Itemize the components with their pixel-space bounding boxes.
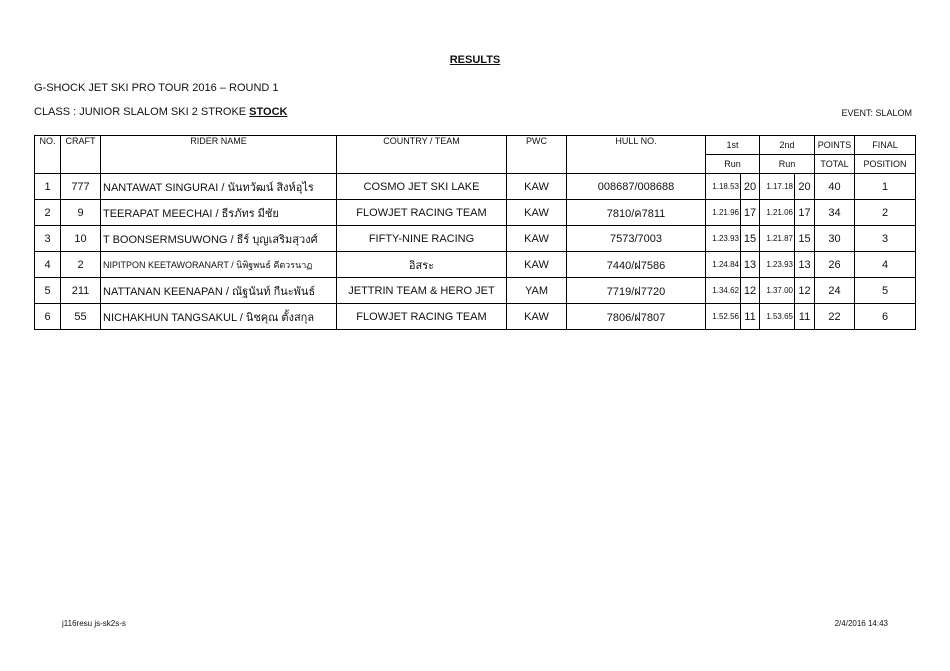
table-row xyxy=(35,174,916,200)
header-rider: RIDER NAME xyxy=(101,136,337,174)
cell-craft: 10 xyxy=(61,226,101,252)
header-country: COUNTRY / TEAM xyxy=(337,136,507,174)
cell-pwc: KAW xyxy=(507,174,567,200)
header-craft: CRAFT xyxy=(61,136,101,174)
header-points-bot: TOTAL xyxy=(815,155,855,174)
header-final-top: FINAL xyxy=(855,136,916,155)
cell-craft: 2 xyxy=(61,252,101,278)
cell-craft: 211 xyxy=(61,278,101,304)
cell-team: COSMO JET SKI LAKE xyxy=(337,174,507,200)
cell-total: 26 xyxy=(815,252,855,278)
cell-run2-points: 17 xyxy=(795,200,815,226)
cell-hull: 7810/ค7811 xyxy=(567,200,706,226)
cell-run1-points: 15 xyxy=(741,226,760,252)
cell-run1-time: 1.21.96 xyxy=(706,200,741,226)
cell-pwc: YAM xyxy=(507,278,567,304)
cell-no: 6 xyxy=(35,304,61,330)
cell-run2-points: 15 xyxy=(795,226,815,252)
cell-pwc: KAW xyxy=(507,304,567,330)
cell-run1-time: 1.18.53 xyxy=(706,174,741,200)
page-title: RESULTS xyxy=(449,54,501,66)
cell-rider: T BOONSERMSUWONG / ธีร์ บุญเสริมสุวงศ์ xyxy=(101,226,337,252)
cell-position: 2 xyxy=(855,200,916,226)
cell-position: 1 xyxy=(855,174,916,200)
cell-hull: 008687/008688 xyxy=(567,174,706,200)
cell-run1-points: 20 xyxy=(741,174,760,200)
cell-rider: NICHAKHUN TANGSAKUL / นิชคุณ ตั้งสกุล xyxy=(101,304,337,330)
cell-run2-points: 20 xyxy=(795,174,815,200)
cell-run2-time: 1.37.00 xyxy=(760,278,795,304)
cell-team: อิสระ xyxy=(337,252,507,278)
cell-craft: 777 xyxy=(61,174,101,200)
cell-hull: 7806/ฝ7807 xyxy=(567,304,706,330)
cell-hull: 7440/ฝ7586 xyxy=(567,252,706,278)
cell-run1-points: 11 xyxy=(741,304,760,330)
cell-no: 1 xyxy=(35,174,61,200)
cell-hull: 7573/7003 xyxy=(567,226,706,252)
cell-run2-time: 1.21.06 xyxy=(760,200,795,226)
cell-rider: NIPITPON KEETAWORANART / นิพิฐพนธ์ คีตวรนาฏ xyxy=(101,252,337,278)
table-row xyxy=(35,278,916,304)
cell-run1-time: 1.23.93 xyxy=(706,226,741,252)
cell-craft: 9 xyxy=(61,200,101,226)
class-prefix: CLASS : JUNIOR SLALOM SKI 2 STROKE xyxy=(34,106,250,118)
header-hull: HULL NO. xyxy=(567,136,706,174)
cell-no: 3 xyxy=(35,226,61,252)
header-no: NO. xyxy=(35,136,61,174)
cell-total: 40 xyxy=(815,174,855,200)
class-suffix: STOCK xyxy=(249,106,288,118)
table-row xyxy=(35,200,916,226)
cell-rider: NATTANAN KEENAPAN / ณัฐนันท์ กีนะพันธ์ xyxy=(101,278,337,304)
class-label xyxy=(34,106,287,118)
cell-position: 5 xyxy=(855,278,916,304)
cell-run2-points: 12 xyxy=(795,278,815,304)
cell-position: 3 xyxy=(855,226,916,252)
table-row xyxy=(35,252,916,278)
header-run1-bot: Run xyxy=(706,155,760,174)
footer-file-code: j116resu js-sk2s-s xyxy=(62,619,126,628)
cell-position: 6 xyxy=(855,304,916,330)
event-name: G-SHOCK JET SKI PRO TOUR 2016 – ROUND 1 xyxy=(34,82,279,94)
cell-rider: NANTAWAT SINGURAI / นันทวัฒน์ สิงห์อุไร xyxy=(101,174,337,200)
cell-run1-points: 17 xyxy=(741,200,760,226)
header-run2-bot: Run xyxy=(760,155,815,174)
cell-run2-time: 1.23.93 xyxy=(760,252,795,278)
cell-run2-time: 1.53.65 xyxy=(760,304,795,330)
cell-run1-time: 1.24.84 xyxy=(706,252,741,278)
cell-team: FLOWJET RACING TEAM xyxy=(337,200,507,226)
header-run1-top: 1st xyxy=(706,136,760,155)
cell-pwc: KAW xyxy=(507,226,567,252)
cell-pwc: KAW xyxy=(507,252,567,278)
cell-hull: 7719/ฝ7720 xyxy=(567,278,706,304)
header-pwc: PWC xyxy=(507,136,567,174)
footer-timestamp: 2/4/2016 14:43 xyxy=(834,619,888,628)
results-table xyxy=(34,135,916,330)
table-row xyxy=(35,304,916,330)
cell-team: FIFTY-NINE RACING xyxy=(337,226,507,252)
event-type: EVENT: SLALOM xyxy=(841,108,912,118)
cell-craft: 55 xyxy=(61,304,101,330)
cell-pwc: KAW xyxy=(507,200,567,226)
cell-run1-time: 1.34.62 xyxy=(706,278,741,304)
cell-run2-points: 13 xyxy=(795,252,815,278)
cell-total: 34 xyxy=(815,200,855,226)
cell-team: JETTRIN TEAM & HERO JET xyxy=(337,278,507,304)
cell-no: 4 xyxy=(35,252,61,278)
cell-run1-points: 13 xyxy=(741,252,760,278)
cell-rider: TEERAPAT MEECHAI / ธีรภัทร มีชัย xyxy=(101,200,337,226)
cell-no: 2 xyxy=(35,200,61,226)
cell-total: 22 xyxy=(815,304,855,330)
cell-position: 4 xyxy=(855,252,916,278)
cell-team: FLOWJET RACING TEAM xyxy=(337,304,507,330)
header-run2-top: 2nd xyxy=(760,136,815,155)
cell-run2-time: 1.21.87 xyxy=(760,226,795,252)
cell-run2-time: 1.17.18 xyxy=(760,174,795,200)
header-points-top: POINTS xyxy=(815,136,855,155)
cell-no: 5 xyxy=(35,278,61,304)
header-final-bot: POSITION xyxy=(855,155,916,174)
table-row xyxy=(35,226,916,252)
cell-run1-time: 1.52.56 xyxy=(706,304,741,330)
cell-run2-points: 11 xyxy=(795,304,815,330)
cell-total: 30 xyxy=(815,226,855,252)
cell-run1-points: 12 xyxy=(741,278,760,304)
cell-total: 24 xyxy=(815,278,855,304)
